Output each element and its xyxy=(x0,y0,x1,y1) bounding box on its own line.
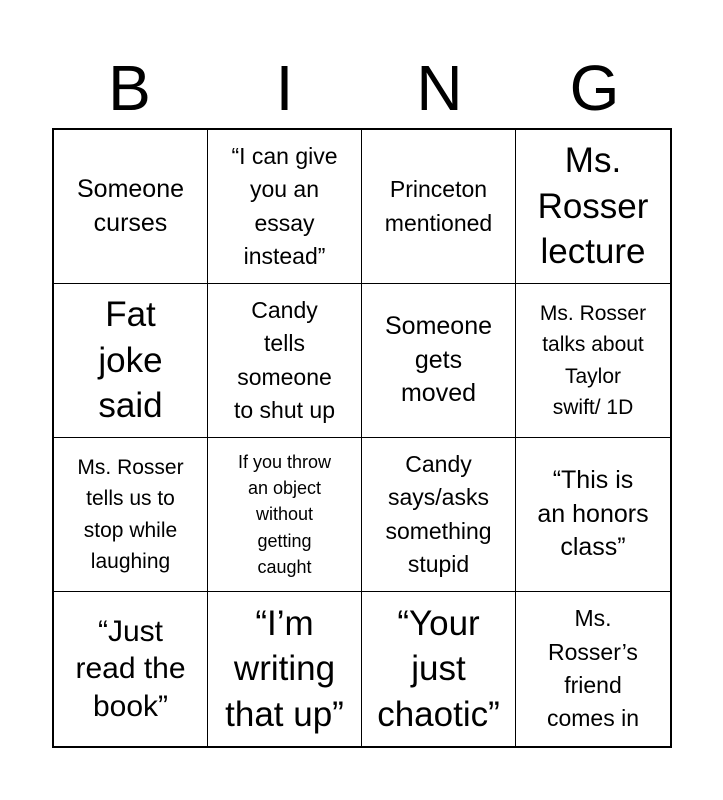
header-letter-n: N xyxy=(416,52,463,124)
bingo-cell-r2-c3[interactable]: “This is an honors class” xyxy=(516,438,670,592)
bingo-cell-r1-c1[interactable]: Candy tells someone to shut up xyxy=(208,284,362,438)
bingo-cell-r2-c0[interactable]: Ms. Rosser tells us to stop while laughing xyxy=(54,438,208,592)
bingo-cell-r0-c1[interactable]: “I can give you an essay instead” xyxy=(208,130,362,284)
bingo-cell-r3-c0[interactable]: “Just read the book” xyxy=(54,592,208,746)
header-letter-g: G xyxy=(569,52,620,124)
bingo-cell-r1-c2[interactable]: Someone gets moved xyxy=(362,284,516,438)
bingo-cell-r0-c0[interactable]: Someone curses xyxy=(54,130,208,284)
bingo-cell-r3-c1[interactable]: “I’m writing that up” xyxy=(208,592,362,746)
bingo-header xyxy=(52,52,672,124)
header-letter-b: B xyxy=(108,52,151,124)
bingo-cell-r3-c2[interactable]: “Your just chaotic” xyxy=(362,592,516,746)
bingo-cell-r3-c3[interactable]: Ms. Rosser’s friend comes in xyxy=(546,605,640,732)
bingo-cell-r1-c3[interactable]: Ms. Rosser talks about Taylor swift/ 1D xyxy=(516,284,670,438)
header-letter-i: I xyxy=(275,52,294,124)
bingo-cell-r2-c2[interactable]: Candy says/asks something stupid xyxy=(362,438,516,592)
bingo-board xyxy=(52,128,672,748)
bingo-cell-r1-c0[interactable]: Fat joke said xyxy=(54,284,208,438)
bingo-cell-r2-c1[interactable]: If you throw an object without getting caught xyxy=(208,438,362,592)
bingo-cell-r0-c2[interactable]: Princeton mentioned xyxy=(362,130,516,284)
bingo-cell-r0-c3[interactable]: Ms. Rosser lecture xyxy=(516,130,670,284)
